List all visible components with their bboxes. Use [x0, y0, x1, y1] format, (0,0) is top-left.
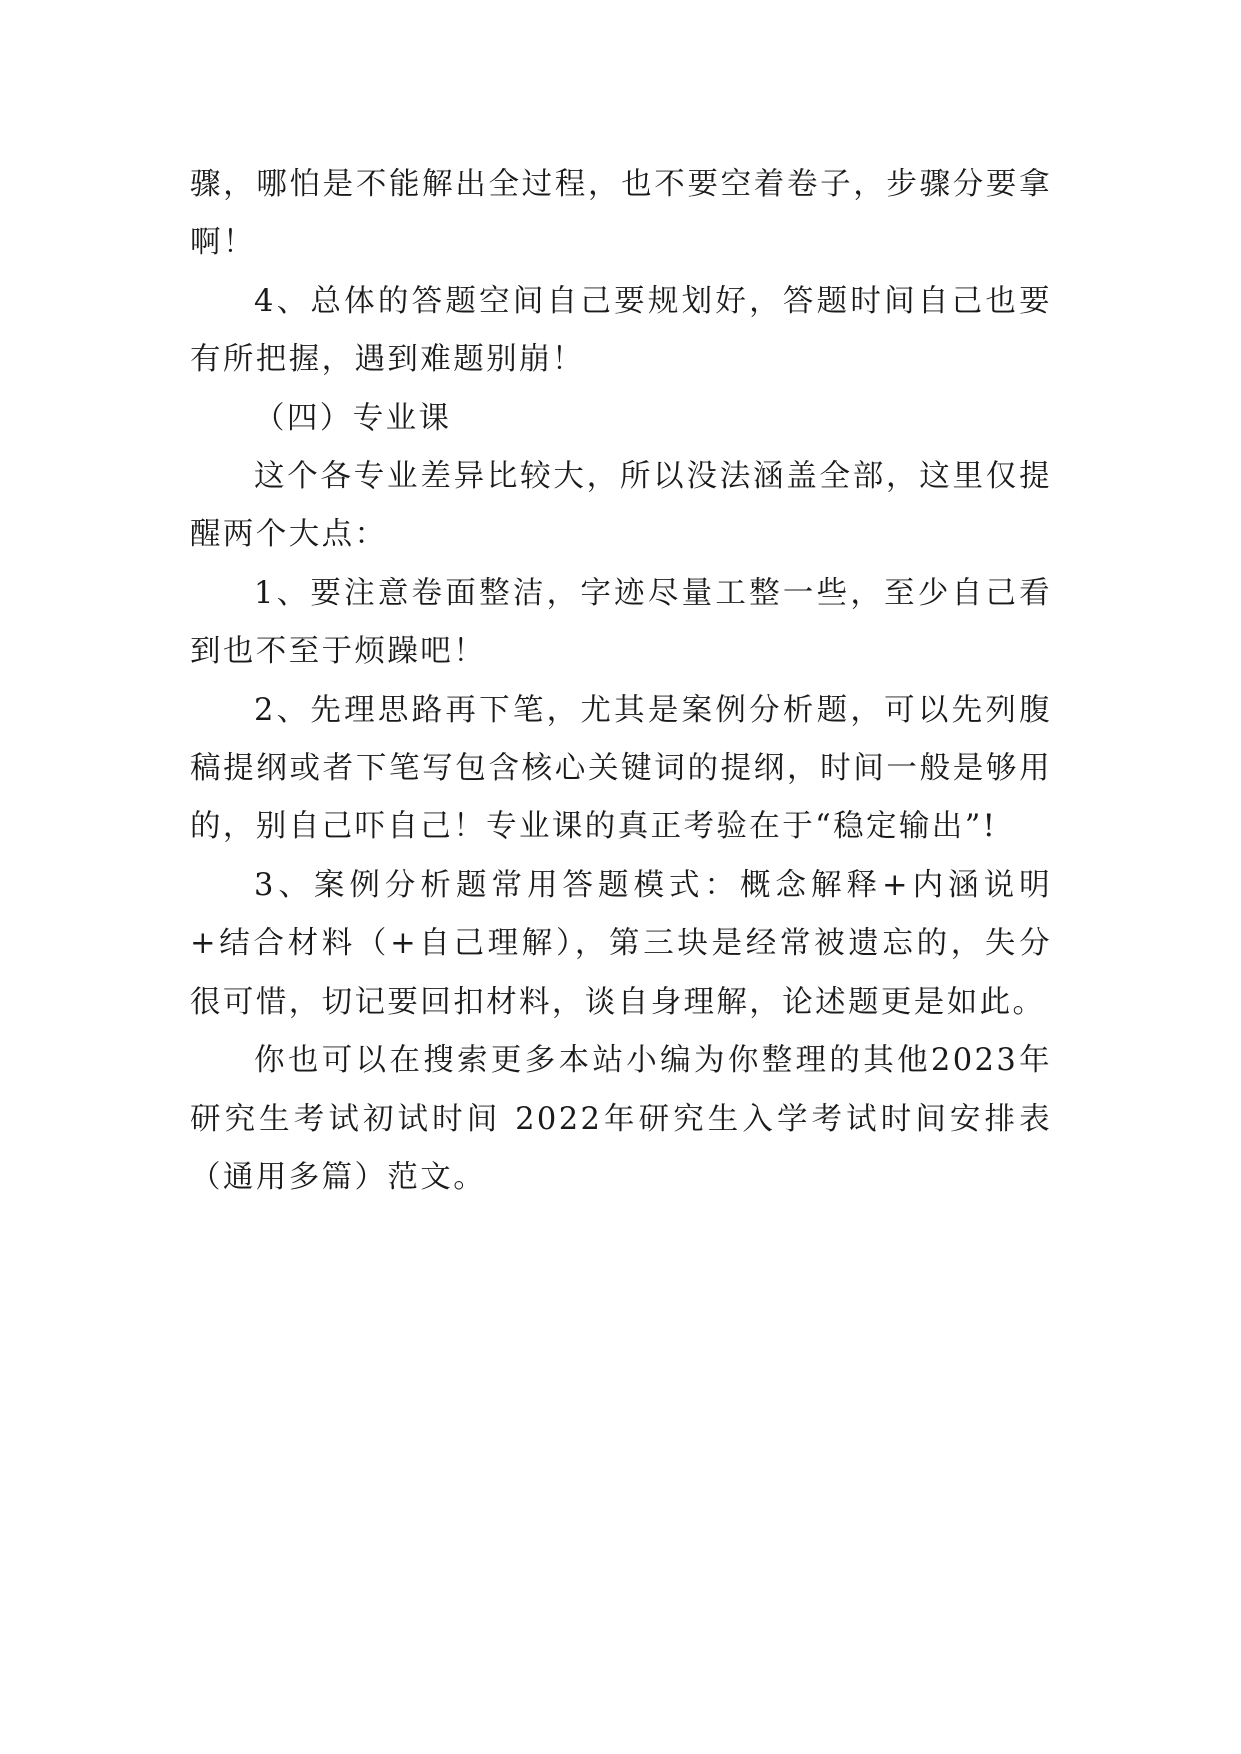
document-body [190, 156, 1052, 1207]
paragraph-item-4: 4、总体的答题空间自己要规划好，答题时间自己也要有所把握，遇到难题别崩！ [190, 283, 1052, 378]
paragraph-intro: 这个各专业差异比较大，所以没法涵盖全部，这里仅提醒两个大点： [190, 459, 1052, 553]
paragraph-continuation: 骤，哪怕是不能解出全过程，也不要空着卷子，步骤分要拿啊！ [190, 167, 1052, 261]
section-heading-professional-course: （四）专业课 [254, 400, 452, 436]
paragraph-point-2: 2、先理思路再下笔，尤其是案例分析题，可以先列腹稿提纲或者下笔写包含核心关键词的提纲，时间一般是够用的，别自己吓自己！专业课的真正考验在于“稳定输出”! [190, 692, 1052, 845]
paragraph-closing: 你也可以在搜索更多本站小编为你整理的其他2023年研究生考试初试时间 2022年研究生入学考试时间安排表（通用多篇）范文。 [190, 1043, 1052, 1195]
paragraph-point-3: 3、案例分析题常用答题模式：概念解释+内涵说明+结合材料（+自己理解），第三块是经常被遗忘的，失分很可惜，切记要回扣材料，谈自身理解，论述题更是如此。 [190, 867, 1052, 1020]
paragraph-point-1: 1、要注意卷面整洁，字迹尽量工整一些，至少自己看到也不至于烦躁吧！ [190, 575, 1052, 670]
